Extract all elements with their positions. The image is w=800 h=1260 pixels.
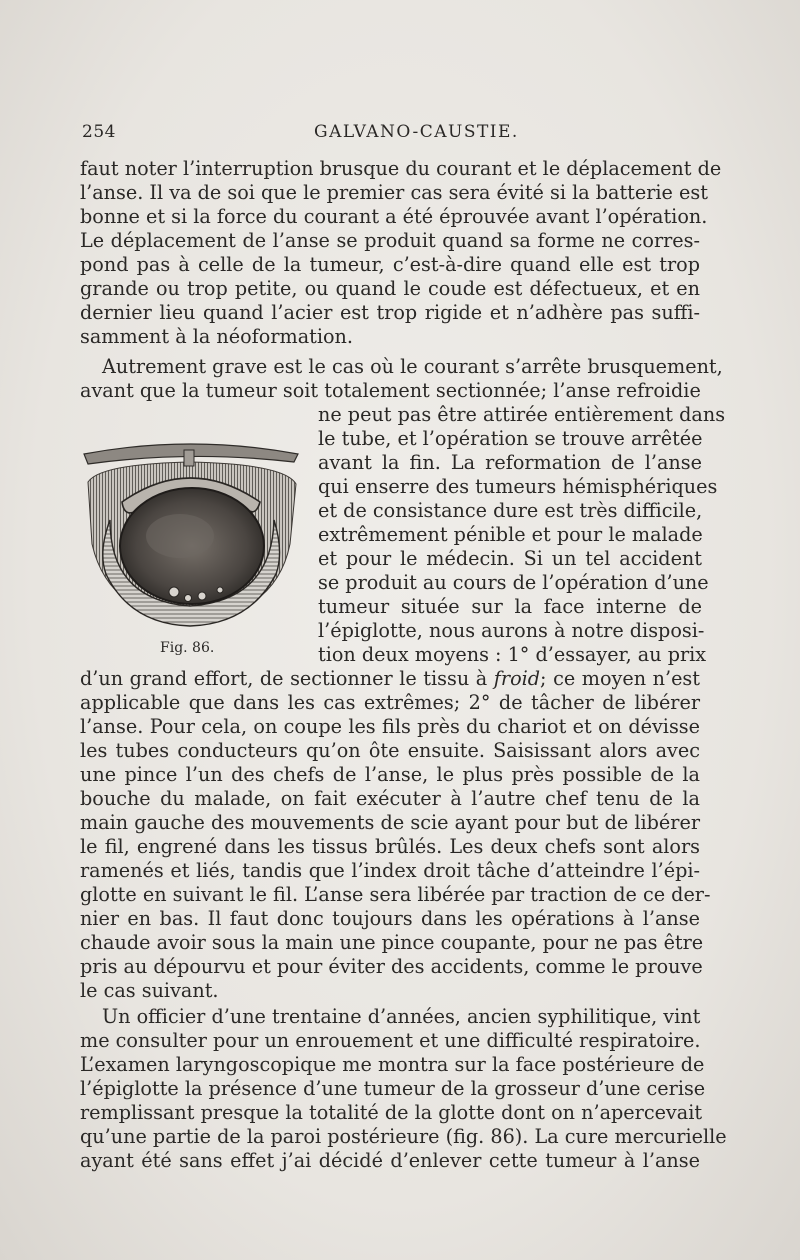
text-line: grande ou trop petite, ou quand le coude est défectueux, et en: [80, 277, 700, 300]
text-line: extrêmement pénible et pour le malade: [318, 523, 703, 546]
figure-caption: Fig. 86.: [160, 640, 215, 656]
text-segment: à: [475, 667, 488, 690]
text-line: l’anse. Pour cela, on coupe les fils près du chariot et on dévisse: [80, 715, 700, 738]
text-line: ramenés et liés, tandis que l’index droit tâche d’atteindre l’épi-: [80, 859, 700, 882]
text-line: nier en bas. Il faut donc toujours dans les opérations à l’anse: [80, 907, 700, 930]
text-line: chaude avoir sous la main une pince coupante, pour ne pas être: [80, 931, 704, 954]
figure-86-illustration: [80, 424, 302, 636]
text-line: me consulter pour un enrouement et une difficulté respiratoire.: [80, 1029, 701, 1052]
text-segment: d’un grand effort, de sectionner le tissu: [80, 667, 470, 690]
text-line: le cas suivant.: [80, 979, 219, 1002]
text-line: dernier lieu quand l’acier est trop rigide et n’adhère pas suffi-: [80, 301, 700, 324]
text-line: le fil, engrené dans les tissus brûlés. Les deux chefs sont alors: [80, 835, 700, 858]
text-line: l’anse. Il va de soi que le premier cas sera évité si la batterie est: [80, 181, 708, 204]
text-line: et de consistance dure est très difficile,: [318, 499, 703, 522]
text-line: glotte en suivant le fil. L’anse sera libérée par traction de ce der-: [80, 883, 711, 906]
text-line: qu’une partie de la paroi postérieure (fig. 86). La cure mercurielle: [80, 1125, 727, 1148]
text-line: main gauche des mouvements de scie ayant pour but de libérer: [80, 811, 700, 834]
text-line: et pour le médecin. Si un tel accident: [318, 547, 702, 570]
page-number: 254: [82, 122, 116, 142]
text-line: l’épiglotte, nous aurons à notre disposi-: [318, 619, 705, 642]
text-line: les tubes conducteurs qu’on ôte ensuite. Saisissant alors avec: [80, 739, 700, 762]
text-line: pris au dépourvu et pour éviter des accidents, comme le prouve: [80, 955, 703, 978]
text-line: tumeur située sur la face interne de: [318, 595, 702, 618]
text-line: bouche du malade, on fait exécuter à l’autre chef tenu de la: [80, 787, 700, 810]
text-line: ne peut pas être attirée entièrement dans: [318, 403, 726, 426]
text-line: Le déplacement de l’anse se produit quand sa forme ne corres-: [80, 229, 700, 252]
text-line: bonne et si la force du courant a été éprouvée avant l’opération.: [80, 205, 708, 228]
text-line: L’examen laryngoscopique me montra sur la face postérieure de: [80, 1053, 705, 1076]
running-title: GALVANO-CAUSTIE.: [314, 122, 519, 142]
text-line: pond pas à celle de la tumeur, c’est-à-dire quand elle est trop: [80, 253, 700, 276]
text-line: Autrement grave est le cas où le courant s’arrête brusquement,: [102, 355, 723, 378]
text-line: se produit au cours de l’opération d’une: [318, 571, 709, 594]
text-line: faut noter l’interruption brusque du courant et le déplacement de: [80, 157, 722, 180]
text-line: l’épiglotte la présence d’une tumeur de la grosseur d’une cerise: [80, 1077, 706, 1100]
page-header: [82, 122, 712, 146]
text-line: ayant été sans effet j’ai décidé d’enlever cette tumeur à l’anse: [80, 1149, 700, 1172]
text-line: samment à la néoformation.: [80, 325, 353, 348]
larynx-engraving: [80, 424, 302, 636]
text-line: avant que la tumeur soit totalement sectionnée; l’anse refroidie: [80, 379, 701, 402]
text-line: avant la fin. La reformation de l’anse: [318, 451, 702, 474]
text-line: applicable que dans les cas extrêmes; 2° de tâcher de libérer: [80, 691, 700, 714]
text-line: Un officier d’une trentaine d’années, ancien syphilitique, vint: [102, 1005, 701, 1028]
text-line: qui enserre des tumeurs hémisphériques: [318, 475, 718, 498]
text-segment: ; ce moyen n’est: [540, 667, 700, 690]
text-line: le tube, et l’opération se trouve arrêtée: [318, 427, 703, 450]
text-line: une pince l’un des chefs de l’anse, le plus près possible de la: [80, 763, 700, 786]
text-line: remplissant presque la totalité de la glotte dont on n’apercevait: [80, 1101, 703, 1124]
text-line: [80, 667, 700, 691]
text-line: tion deux moyens : 1° d’essayer, au prix: [318, 643, 707, 666]
italic-word: froid: [493, 667, 541, 690]
